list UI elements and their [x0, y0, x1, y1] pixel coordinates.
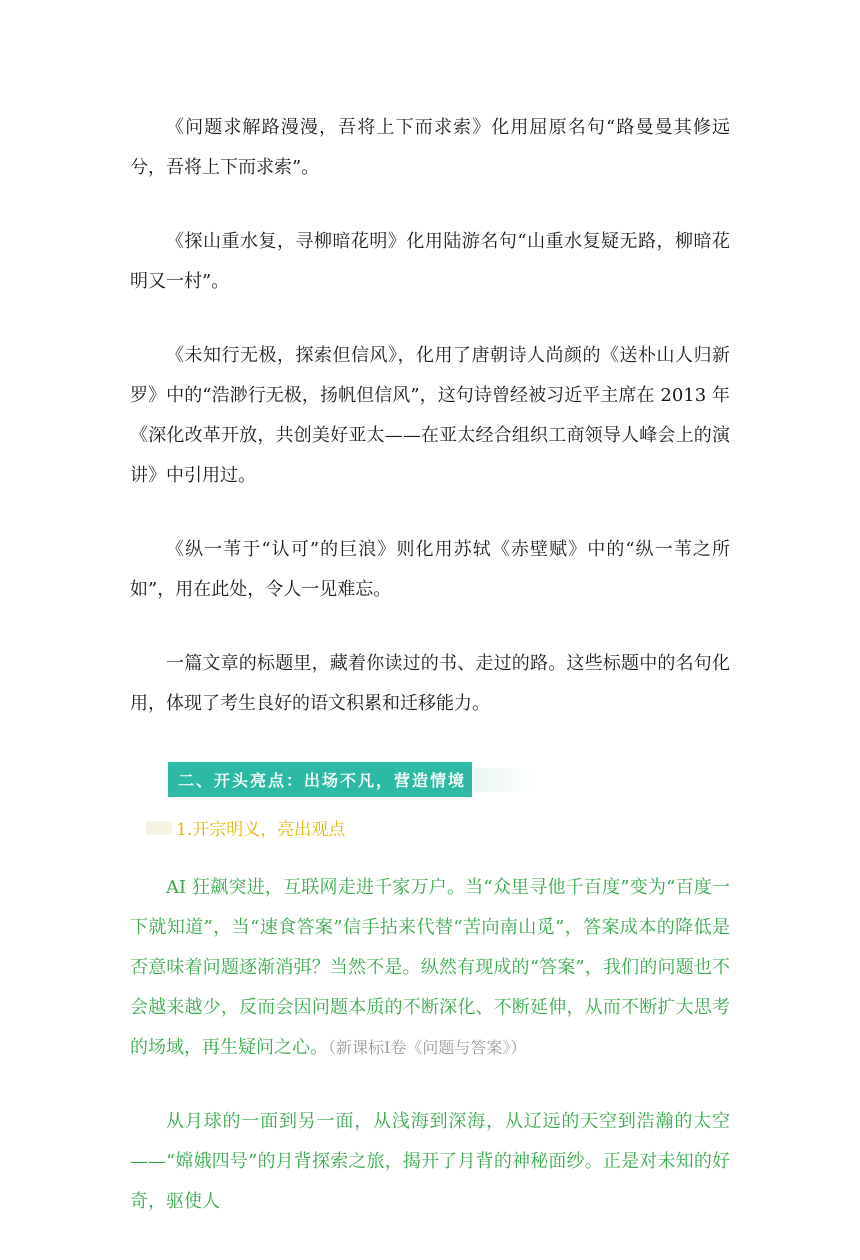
paragraph-5: 一篇文章的标题里，藏着你读过的书、走过的路。这些标题中的名句化用，体现了考生良好的语文积累和迁移能力。: [130, 653, 730, 714]
paragraph-4: 《纵一苇于“认可”的巨浪》则化用苏轼《赤壁赋》中的“纵一苇之所如”，用在此处，令人一见难忘。: [130, 539, 730, 600]
paragraph-2: 《探山重水复，寻柳暗花明》化用陆游名句“山重水复疑无路，柳暗花明又一村”。: [130, 231, 730, 292]
example-paragraph-1: [130, 868, 730, 1068]
paragraph-3: 《未知行无极，探索但信风》，化用了唐朝诗人尚颜的《送朴山人归新罗》中的“浩渺行无极，扬帆但信风”，这句诗曾经被习近平主席在 2013 年《深化改革开放，共创美好亚太——在亚太经合组织工商领导人峰会上的演讲》中引用过。: [130, 345, 730, 486]
section-title: 二、开头亮点：出场不凡，营造情境: [168, 762, 472, 797]
example-1-text: AI 狂飙突进，互联网走进千家万户。当“众里寻他千百度”变为“百度一下就知道”，当“速食答案”信手拈来代替“苦向南山觅”，答案成本的降低是否意味着问题逐渐消弭？当然不是。纵然有现成的“答案”，我们的问题也不会越来越少，反而会因问题本质的不断深化、不断延伸，从而不断扩大思考的场域，再生疑问之心。: [130, 877, 730, 1058]
document-content: [130, 108, 730, 1260]
example-paragraph-2: 从月球的一面到另一面，从浅海到深海，从辽远的天空到浩瀚的太空——“嫦娥四号”的月背探索之旅，揭开了月背的神秘面纱。正是对未知的好奇，驱使人: [130, 1111, 730, 1212]
paragraph-1: 《问题求解路漫漫，吾将上下而求索》化用屈原名句“路曼曼其修远兮，吾将上下而求索”。: [130, 117, 730, 178]
subsection-title: 1.开宗明义，亮出观点: [176, 820, 346, 840]
section-title-fade: [474, 768, 534, 792]
example-1-citation: （新课标Ⅰ卷《问题与答案》）: [328, 1038, 527, 1057]
subsection-heading: [146, 815, 730, 840]
subsection-marker: [146, 821, 172, 835]
section-heading: [168, 762, 730, 797]
